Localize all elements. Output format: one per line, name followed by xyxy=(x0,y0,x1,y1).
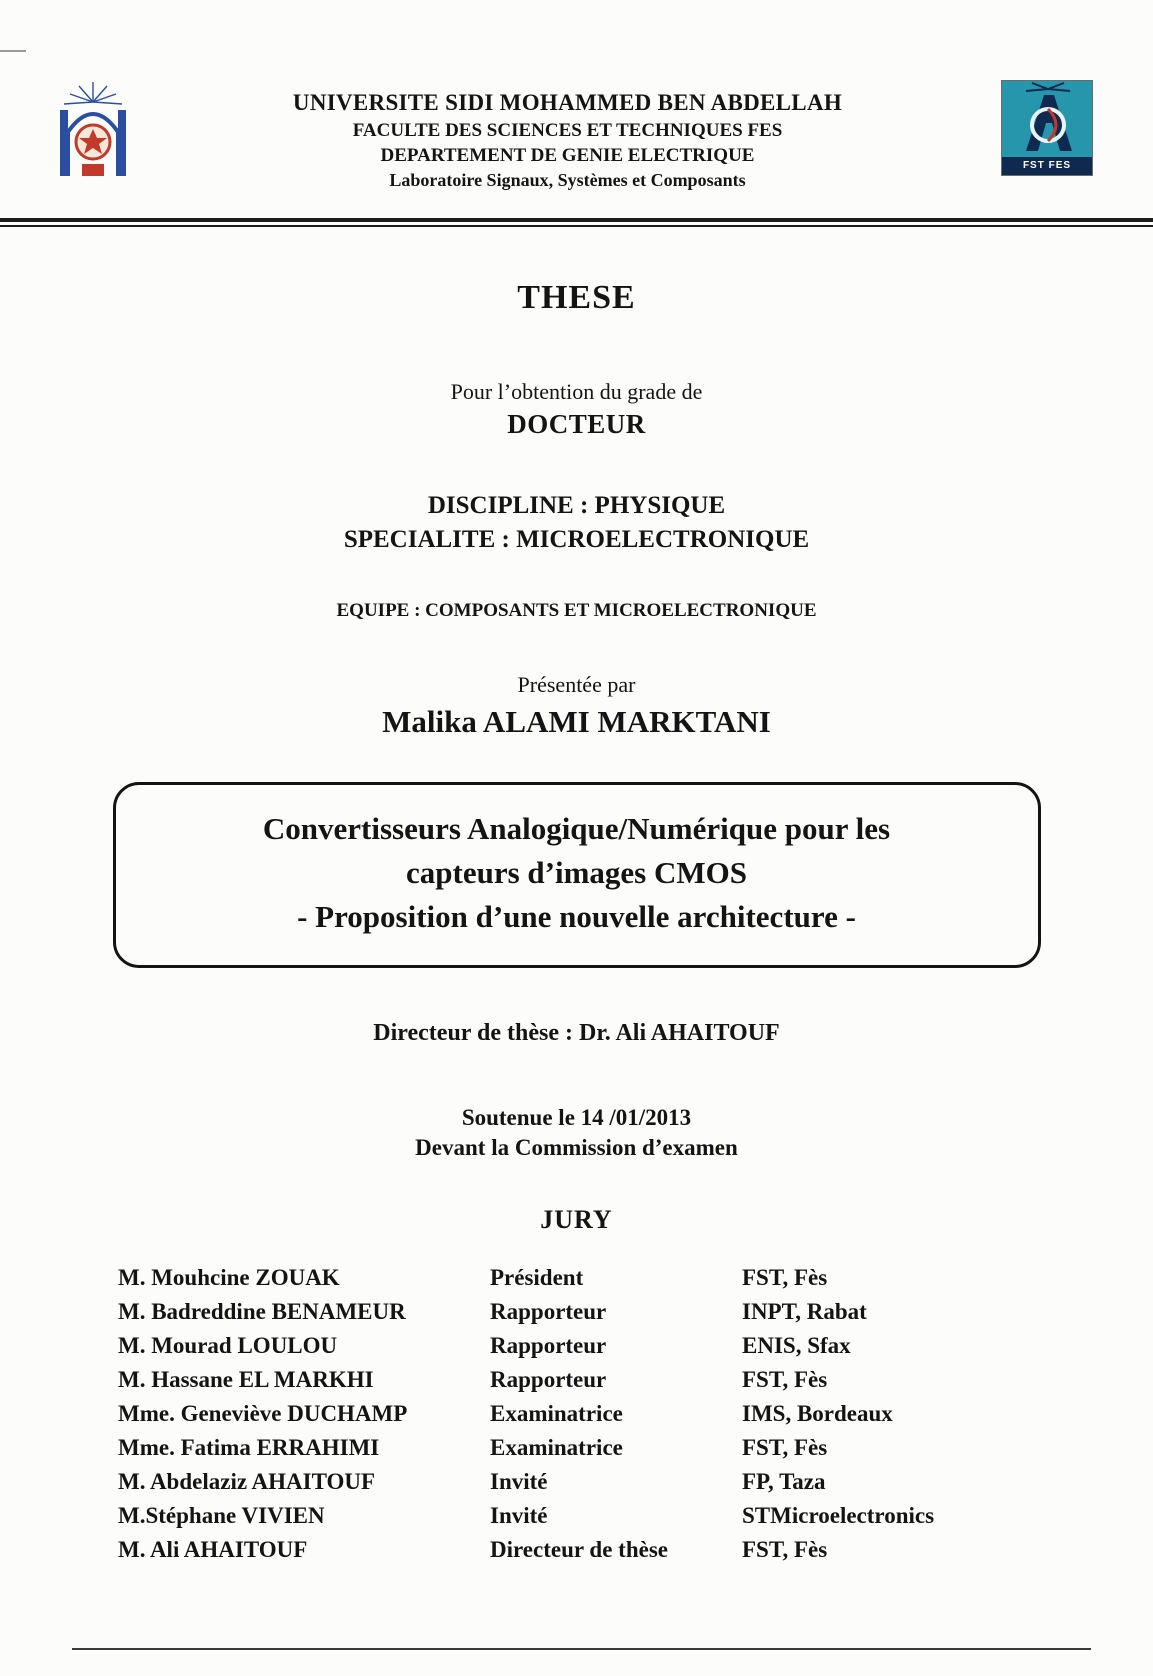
jury-member-name: M. Mourad LOULOU xyxy=(118,1333,338,1359)
jury-row xyxy=(118,1295,1038,1329)
author-name: Malika ALAMI MARKTANI xyxy=(382,704,771,740)
jury-member-role: Invité xyxy=(490,1469,548,1495)
jury-member-name: M. Mouhcine ZOUAK xyxy=(118,1265,340,1291)
jury-table xyxy=(118,1261,1038,1567)
institution-block xyxy=(134,80,1001,192)
jury-member-name: M. Ali AHAITOUF xyxy=(118,1537,308,1563)
jury-heading: JURY xyxy=(540,1205,613,1235)
commission-line: Devant la Commission d’examen xyxy=(415,1135,738,1161)
presented-by-label: Présentée par xyxy=(517,672,636,698)
jury-member-affiliation: STMicroelectronics xyxy=(742,1503,935,1529)
scan-artifact xyxy=(0,50,26,52)
jury-member-role: Président xyxy=(490,1265,584,1291)
jury-member-name: M.Stéphane VIVIEN xyxy=(118,1503,325,1529)
thesis-title-line-2: capteurs d’images CMOS xyxy=(406,855,747,891)
jury-member-affiliation: FST, Fès xyxy=(742,1537,828,1563)
jury-member-name: Mme. Fatima ERRAHIMI xyxy=(118,1435,380,1461)
jury-row xyxy=(118,1431,1038,1465)
laboratory-name: Laboratoire Signaux, Systèmes et Composants xyxy=(389,169,746,190)
jury-member-affiliation: FP, Taza xyxy=(742,1469,826,1495)
university-name: UNIVERSITE SIDI MOHAMMED BEN ABDELLAH xyxy=(292,90,843,115)
jury-member-role: Examinatrice xyxy=(490,1435,623,1461)
jury-member-affiliation: FST, Fès xyxy=(742,1435,828,1461)
jury-member-role: Rapporteur xyxy=(490,1367,607,1393)
jury-member-role: Examinatrice xyxy=(490,1401,623,1427)
equipe-line: EQUIPE : COMPOSANTS ET MICROELECTRONIQUE xyxy=(336,600,817,622)
header-separator-rule xyxy=(0,218,1153,227)
jury-row xyxy=(118,1363,1038,1397)
jury-member-name: M. Abdelaziz AHAITOUF xyxy=(118,1469,376,1495)
university-emblem-logo xyxy=(52,80,134,184)
jury-member-name: Mme. Geneviève DUCHAMP xyxy=(118,1401,408,1427)
defense-date-line: Soutenue le 14 /01/2013 xyxy=(461,1105,692,1131)
specialite-line: SPECIALITE : MICROELECTRONIQUE xyxy=(343,526,810,554)
jury-member-affiliation: FST, Fès xyxy=(742,1367,828,1393)
jury-member-affiliation: ENIS, Sfax xyxy=(742,1333,851,1359)
jury-member-name: M. Badreddine BENAMEUR xyxy=(118,1299,406,1325)
jury-row xyxy=(118,1261,1038,1295)
faculty-name: FACULTE DES SCIENCES ET TECHNIQUES FES xyxy=(352,120,783,142)
jury-member-role: Rapporteur xyxy=(490,1299,607,1325)
university-emblem-icon xyxy=(52,80,134,184)
jury-row xyxy=(118,1397,1038,1431)
jury-row xyxy=(118,1533,1038,1567)
grade-intro: Pour l’obtention du grade de xyxy=(450,379,703,405)
jury-row xyxy=(118,1465,1038,1499)
these-heading: THESE xyxy=(517,279,636,317)
fst-fes-logo-icon xyxy=(1002,81,1093,159)
fst-fes-logo-caption: FST FES xyxy=(1002,157,1092,175)
bottom-rule xyxy=(72,1648,1091,1650)
jury-row xyxy=(118,1499,1038,1533)
jury-row xyxy=(118,1329,1038,1363)
grade-label: DOCTEUR xyxy=(507,409,646,440)
discipline-line: DISCIPLINE : PHYSIQUE xyxy=(427,492,726,520)
department-name: DEPARTEMENT DE GENIE ELECTRIQUE xyxy=(380,145,755,167)
jury-member-affiliation: IMS, Bordeaux xyxy=(742,1401,893,1427)
thesis-director-line: Directeur de thèse : Dr. Ali AHAITOUF xyxy=(373,1020,780,1047)
jury-member-role: Rapporteur xyxy=(490,1333,607,1359)
thesis-title-line-1: Convertisseurs Analogique/Numérique pour les xyxy=(262,811,891,847)
jury-member-role: Directeur de thèse xyxy=(490,1537,668,1563)
fst-fes-logo xyxy=(1001,80,1093,176)
jury-member-name: M. Hassane EL MARKHI xyxy=(118,1367,374,1393)
thesis-title-line-3: - Proposition d’une nouvelle architecture - xyxy=(297,899,856,935)
page-header xyxy=(0,80,1153,192)
jury-member-affiliation: INPT, Rabat xyxy=(742,1299,867,1325)
jury-member-role: Invité xyxy=(490,1503,548,1529)
thesis-title-box xyxy=(113,782,1041,968)
jury-member-affiliation: FST, Fès xyxy=(742,1265,828,1291)
